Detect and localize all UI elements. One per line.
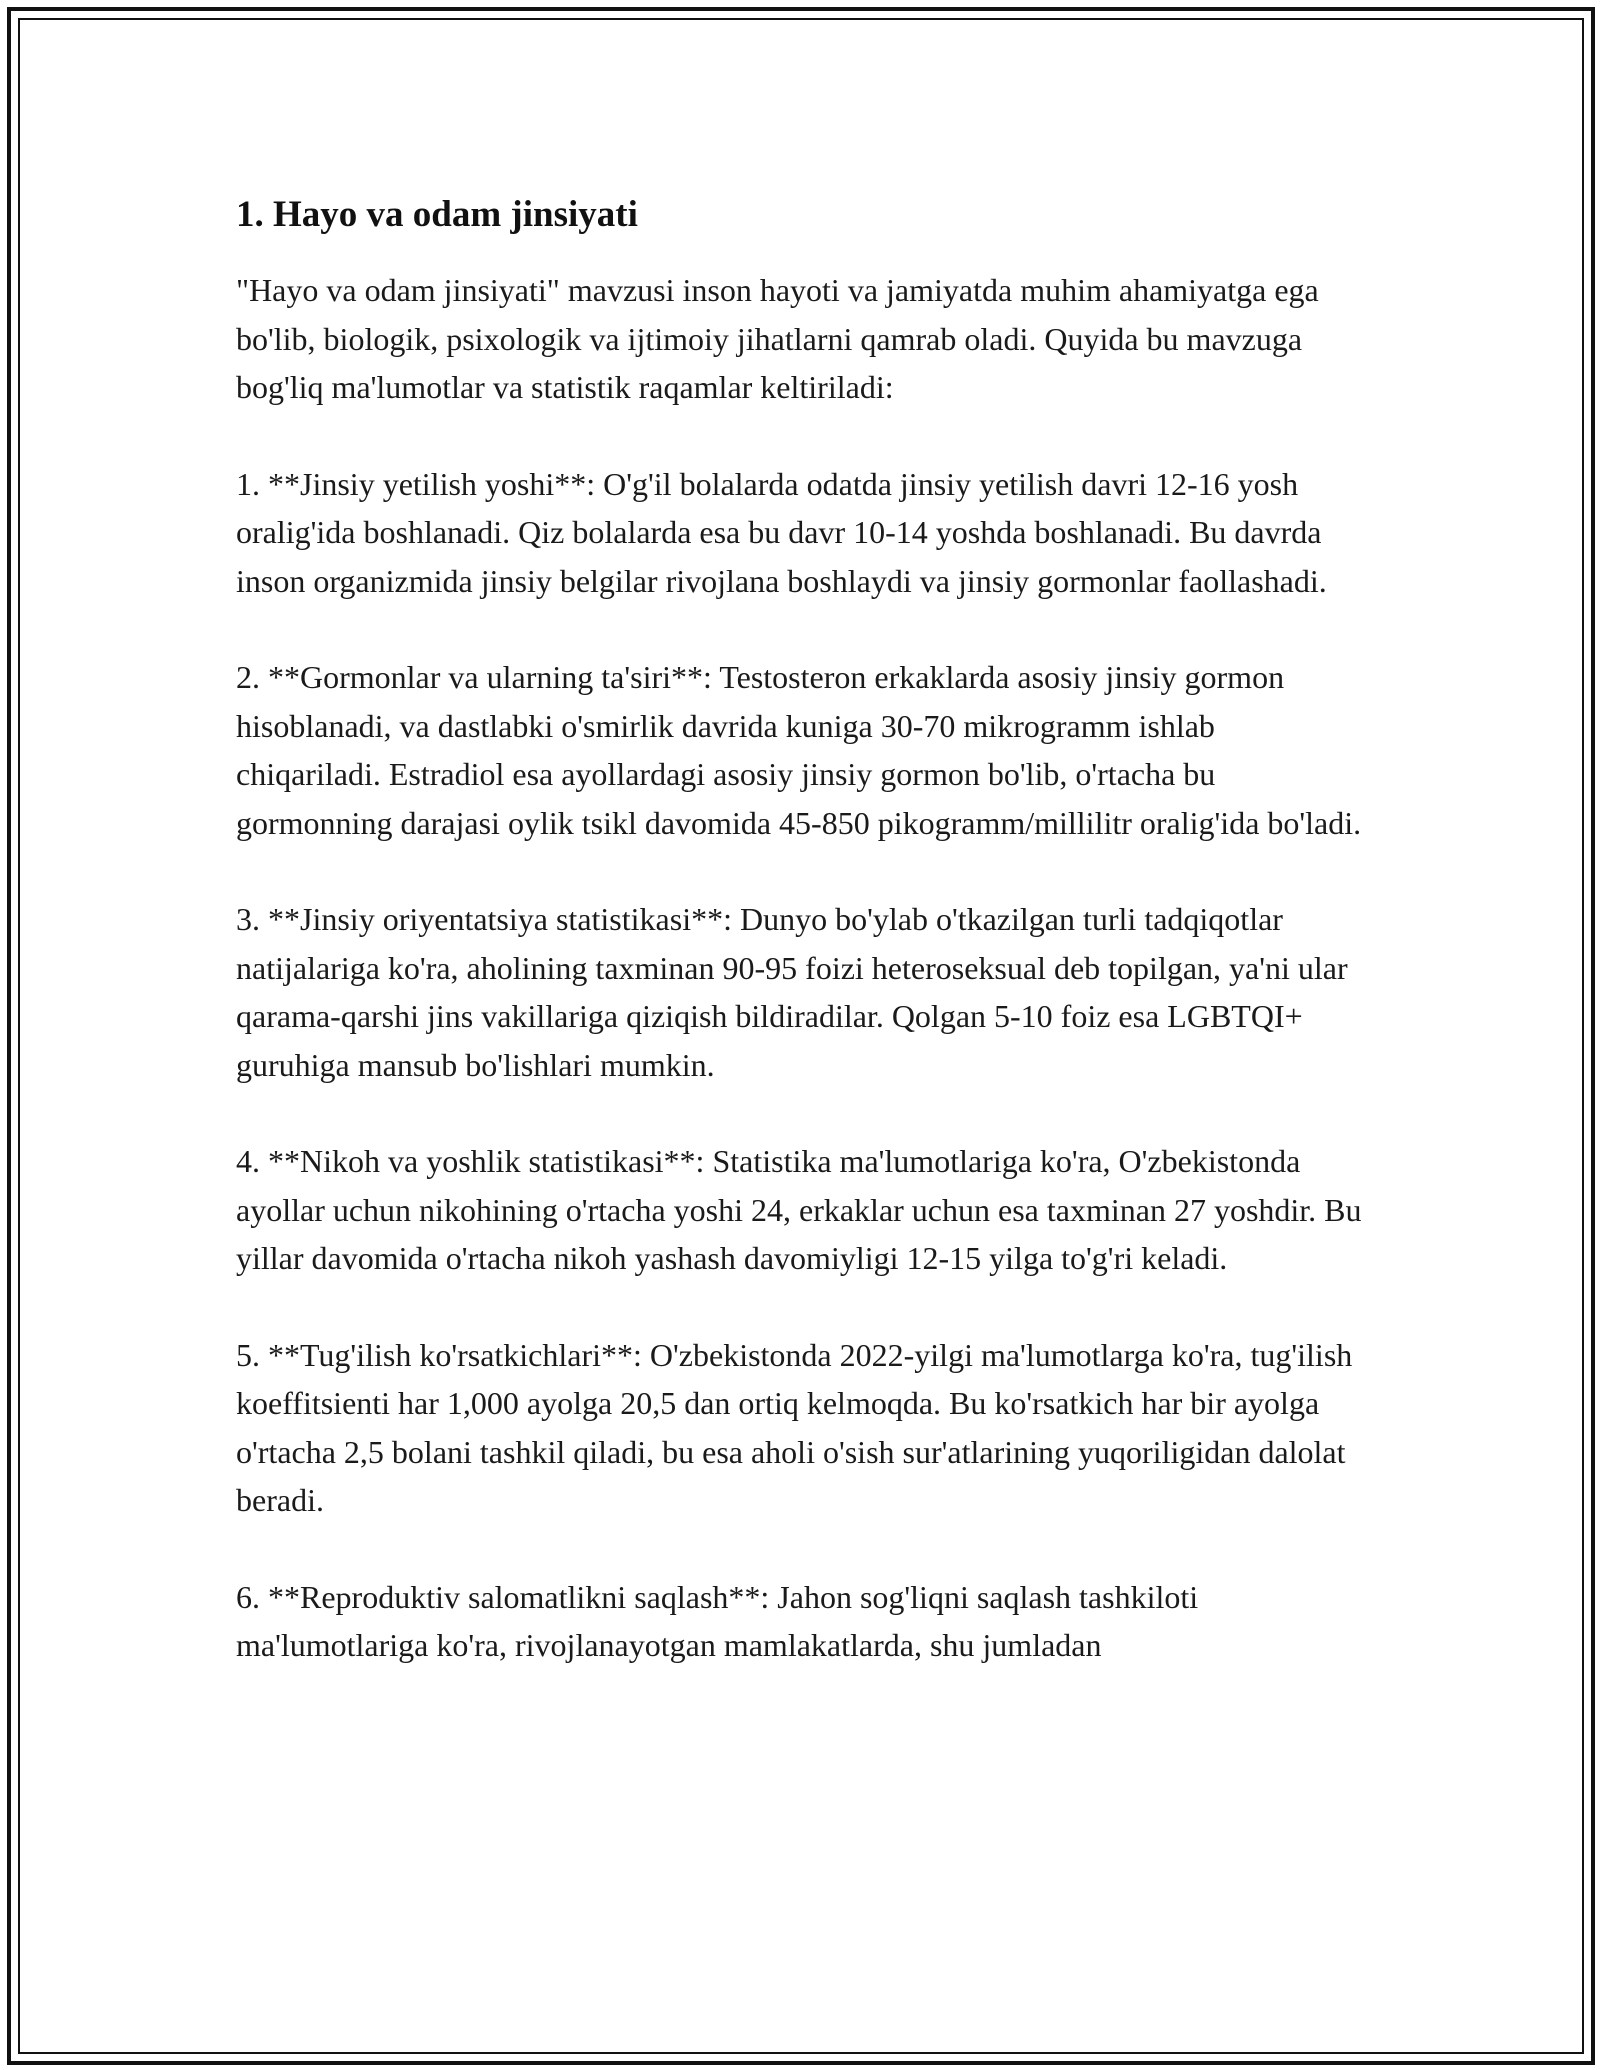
list-item-reproductive-health: 6. **Reproduktiv salomatlikni saqlash**: Jahon sog'liqni saqlash tashkiloti ma'lumotlariga ko'ra, rivojlanayotgan mamlakatlarda, shu jumladan [236,1578,1199,1663]
list-item-puberty-age: 1. **Jinsiy yetilish yoshi**: O'g'il bolalarda odatda jinsiy yetilish davri 12-16 yosh oralig'ida boshlanadi. Qiz bolalarda esa bu davr 10-14 yoshda boshlanadi. Bu davrda inson organizmida jinsiy belgilar rivojlana boshlaydi va jinsiy gormonlar faollashadi. [236,465,1327,599]
list-item-marriage-statistics: 4. **Nikoh va yoshlik statistikasi**: Statistika ma'lumotlariga ko'ra, O'zbekistonda ayollar uchun nikohining o'rtacha yoshi 24, erkaklar uchun esa taxminan 27 yoshdir. Bu yillar davomida o'rtacha nikoh yashash davomiyligi 12-15 yilga to'g'ri keladi. [236,1143,1362,1276]
list-item-birth-rates: 5. **Tug'ilish ko'rsatkichlari**: O'zbekistonda 2022-yilgi ma'lumotlarga ko'ra, tug'ilish koeffitsienti har 1,000 ayolga 20,5 dan ortiq kelmoqda. Bu ko'rsatkich har bir ayolga o'rtacha 2,5 bolani tashkil qiladi, bu esa aholi o'sish sur'atlarining yuqoriligidan dalolat beradi. [236,1336,1353,1518]
section-title: 1. Hayo va odam jinsiyati [236,194,638,235]
list-item-orientation-statistics: 3. **Jinsiy oriyentatsiya statistikasi**: Dunyo bo'ylab o'tkazilgan turli tadqiqotlar natijalariga ko'ra, aholining taxminan 90-95 foizi heteroseksual deb topilgan, ya'ni ular qarama-qarshi jins vakillariga qiziqish bildiradilar. Qolgan 5-10 foiz esa LGBTQI+ guruhiga mansub bo'lishlari mumkin. [236,901,1348,1083]
intro-paragraph: "Hayo va odam jinsiyati" mavzusi inson hayoti va jamiyatda muhim ahamiyatga ega bo'lib, biologik, psixologik va ijtimoiy jihatlarni qamrab oladi. Quyida bu mavzuga bog'liq ma'lumotlar va statistik raqamlar keltiriladi: [236,272,1319,405]
list-item-hormones: 2. **Gormonlar va ularning ta'siri**: Testosteron erkaklarda asosiy jinsiy gormon hisoblanadi, va dastlabki o'smirlik davrida kuniga 30-70 mikrogramm ishlab chiqariladi. Estradiol esa ayollardagi asosiy jinsiy gormon bo'lib, o'rtacha bu gormonning darajasi oylik tsikl davomida 45-850 pikogramm/millilitr oralig'ida bo'ladi. [236,659,1362,841]
document-body [236,190,1366,1718]
